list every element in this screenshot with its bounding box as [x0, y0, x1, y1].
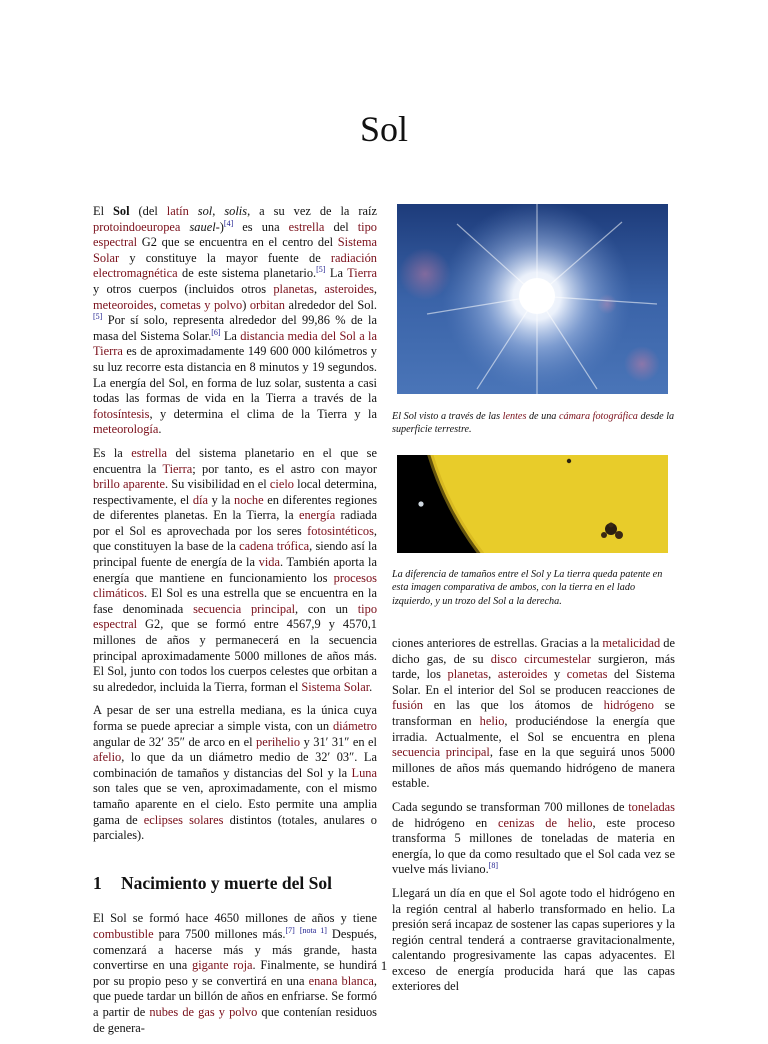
wiki-link[interactable]: tipo espectral	[93, 601, 378, 632]
right-paragraph-2: Llegará un día en que el Sol agote todo el hidrógeno en la región central al haberlo transformado en helio. La presión será incapaz de sostener las capas superiores y la región central tenderá a contraerse gravitacionalmente, calentando progresivamente las capas adyacentes. El exceso de energía producida hará que las capas exteriores del	[392, 885, 675, 994]
wiki-link[interactable]: cometas	[566, 667, 608, 682]
reference-marker[interactable]: [8]	[488, 861, 499, 871]
wiki-link[interactable]: hidrógeno	[603, 698, 654, 713]
wiki-link[interactable]: enana blanca	[308, 973, 374, 988]
wiki-link[interactable]: latín	[166, 204, 189, 218]
wiki-link[interactable]: secuencia principal	[392, 745, 490, 760]
wiki-link[interactable]: fotosíntesis	[93, 406, 150, 421]
wiki-link[interactable]: meteorología	[93, 422, 159, 437]
sun-earth-figure	[397, 455, 668, 553]
wiki-link[interactable]: vida	[258, 555, 280, 570]
wiki-link[interactable]: radiación electromagnética	[93, 250, 377, 281]
wiki-link[interactable]: perihelio	[256, 734, 301, 749]
wiki-link[interactable]: metalicidad	[602, 636, 661, 650]
wiki-link[interactable]: día	[192, 492, 208, 507]
section-paragraph: El Sol se formó hace 4650 millones de años y tiene combustible para 7500 millones más.[7] [nota 1] Después, comenzará a hacerse más y más grande, hasta convertirse en una gigante roja. Finalmente, se hundirá por su propio peso y se convertirá en una enana blanca, que puede tardar un billón de años en enfriarse. Se formó a partir de nubes de gas y polvo que contenían residuos de genera-	[93, 911, 377, 1035]
wiki-link[interactable]: orbitan	[249, 297, 285, 312]
wiki-link[interactable]: lentes	[502, 411, 527, 422]
wiki-link[interactable]: fusión	[392, 698, 423, 713]
wiki-link[interactable]: Sistema Solar	[93, 235, 377, 265]
wiki-link[interactable]: secuencia principal	[193, 601, 296, 616]
earth-dot	[418, 501, 423, 506]
sun-photo-caption: El Sol visto a través de las lentes de una cámara fotográfica desde la superficie terrestre.	[392, 411, 675, 436]
left-column	[93, 204, 377, 1044]
reference-marker[interactable]: [5]	[316, 265, 326, 275]
wiki-link[interactable]: diámetro	[332, 719, 377, 733]
wiki-link[interactable]: meteoroides	[93, 297, 154, 312]
wiki-link[interactable]: planetas	[273, 281, 314, 296]
wiki-link[interactable]: Tierra	[347, 266, 377, 281]
wiki-link[interactable]: noche	[234, 492, 264, 507]
wiki-link[interactable]: energía	[298, 508, 336, 523]
wiki-link[interactable]: asteroides	[324, 281, 374, 296]
section-paragraph-continued: ciones anteriores de estrellas. Gracias a la metalicidad de dicho gas, de su disco circumestelar surgieron, más tarde, los planetas, asteroides y cometas del Sistema Solar. En el interior del Sol se producen reacciones de fusión en las que los átomos de hidrógeno se transforman en helio, produciéndose la energía que irradia. Actualmente, el Sol se encuentra en plena secuencia principal, fase en la que seguirá unos 5000 millones de años más quemando hidrógeno de manera estable.	[392, 636, 676, 791]
wiki-link[interactable]: Tierra	[162, 461, 193, 476]
right-paragraph-1: Cada segundo se transforman 700 millones de toneladas de hidrógeno en cenizas de helio, este proceso transforma 5 millones de toneladas de materia en energía, lo que da como resultado que el Sol cada vez se vuelve más liviano.[8]	[392, 799, 675, 877]
section-number: 1	[93, 872, 102, 893]
wiki-link[interactable]: tipo espectral	[93, 219, 377, 250]
section-heading	[93, 872, 377, 893]
wiki-link[interactable]: Sistema Solar	[301, 679, 370, 694]
wiki-link[interactable]: combustible	[93, 926, 154, 941]
wiki-link[interactable]: procesos climáticos	[93, 570, 377, 601]
intro-paragraph-1: El Sol (del latín sol, solis, a su vez de la raíz protoindoeuropea sauel-)[4] es una estrella del tipo espectral G2 que se encuentra en el centro del Sistema Solar y constituye la mayor fuente de radiación electromagnética de este sistema planetario.[5] La Tierra y otros cuerpos (incluidos otros planetas, asteroides, meteoroides, cometas y polvo) orbitan alrededor del Sol.[5] Por sí solo, representa alrededor del 99,86 % de la masa del Sistema Solar.[6] La distancia media del Sol a la Tierra es de aproximadamente 149 600 000 kilómetros y su luz recorre esta distancia en 8 minutos y 19 segundos. La energía del Sol, en forma de luz solar, sustenta a casi todas las formas de vida en la Tierra a través de la fotosíntesis, y determina el clima de la Tierra y la meteorología.	[93, 204, 378, 437]
wiki-link[interactable]: cámara fotográfica	[558, 411, 638, 422]
wiki-link[interactable]: cielo	[269, 477, 294, 492]
wiki-link[interactable]: helio	[479, 713, 505, 728]
wiki-link[interactable]: estrella	[288, 219, 325, 234]
wiki-link[interactable]: toneladas	[628, 799, 675, 814]
wiki-link[interactable]: fotosintéticos	[307, 523, 374, 538]
wiki-link[interactable]: protoindoeuropea	[93, 219, 181, 234]
sun-earth-caption: La diferencia de tamaños entre el Sol y La tierra queda patente en esta imagen comparativa de ambos, con la tierra en el lado izquierdo, y un trozo del Sol a la derecha.	[392, 569, 663, 607]
wiki-link[interactable]: brillo aparente	[93, 477, 165, 492]
wiki-link[interactable]: distancia media del Sol a la Tierra	[93, 328, 377, 359]
page-number: 1	[380, 958, 388, 973]
intro-paragraph-2: Es la estrella del sistema planetario en el que se encuentra la Tierra; por tanto, es el astro con mayor brillo aparente. Su visibilidad en el cielo local determina, respectivamente, el día y la noche en diferentes regiones de diferentes planetas. En la Tierra, la energía radiada por el Sol es aprovechada por los seres fotosintéticos, que constituyen la base de la cadena trófica, siendo así la principal fuente de energía de la vida. También aporta la energía que mantiene en funcionamiento los procesos climáticos. El Sol es una estrella que se encuentra en la fase denominada secuencia principal, con un tipo espectral G2, que se formó entre 4567,9 y 4570,1 millones de años y permanecerá en la secuencia principal aproximadamente 5000 millones de años más. El Sol, junto con todos los cuerpos celestes que orbitan a su alrededor, incluida la Tierra, forman el Sistema Solar.	[93, 445, 378, 694]
wiki-link[interactable]: asteroides	[497, 667, 548, 682]
sun-earth-comparison-image	[397, 455, 668, 553]
wiki-link[interactable]: cenizas de helio	[498, 815, 593, 830]
sun-photo-figure	[397, 204, 668, 394]
wiki-link[interactable]: Luna	[351, 765, 377, 780]
right-column	[392, 636, 675, 1003]
reference-marker[interactable]: [6]	[211, 327, 221, 337]
wiki-link[interactable]: estrella	[131, 445, 168, 460]
reference-marker[interactable]: [4]	[223, 218, 234, 228]
wiki-link[interactable]: eclipses solares	[143, 812, 224, 827]
wiki-link[interactable]: gigante roja	[192, 958, 253, 973]
reference-marker[interactable]: [nota 1]	[299, 925, 327, 935]
wiki-link[interactable]: cometas y polvo	[160, 297, 243, 312]
wiki-link[interactable]: cadena trófica	[239, 539, 310, 554]
wiki-link[interactable]: afelio	[93, 750, 122, 765]
page-title: Sol	[359, 109, 409, 149]
section-title: Nacimiento y muerte del Sol	[121, 872, 332, 893]
intro-paragraph-3: A pesar de ser una estrella mediana, es la única cuya forma se puede apreciar a simple vista, con un diámetro angular de 32′ 35″ de arco en el perihelio y 31′ 31″ en el afelio, lo que da un diámetro medio de 32′ 03″. La combinación de tamaños y distancias del Sol y la Luna son tales que se ven, aproximadamente, con el mismo tamaño aparente en el cielo. Esto permite una amplia gama de eclipses solares distintos (totales, anulares o parciales).	[93, 703, 377, 843]
sun-photo-image	[397, 204, 668, 394]
wiki-link[interactable]: disco circumestelar	[490, 651, 591, 666]
reference-marker[interactable]: [5]	[93, 312, 103, 322]
reference-marker[interactable]: [7]	[285, 925, 295, 935]
wiki-link[interactable]: nubes de gas y polvo	[149, 1004, 258, 1019]
wiki-link[interactable]: planetas	[447, 667, 489, 682]
